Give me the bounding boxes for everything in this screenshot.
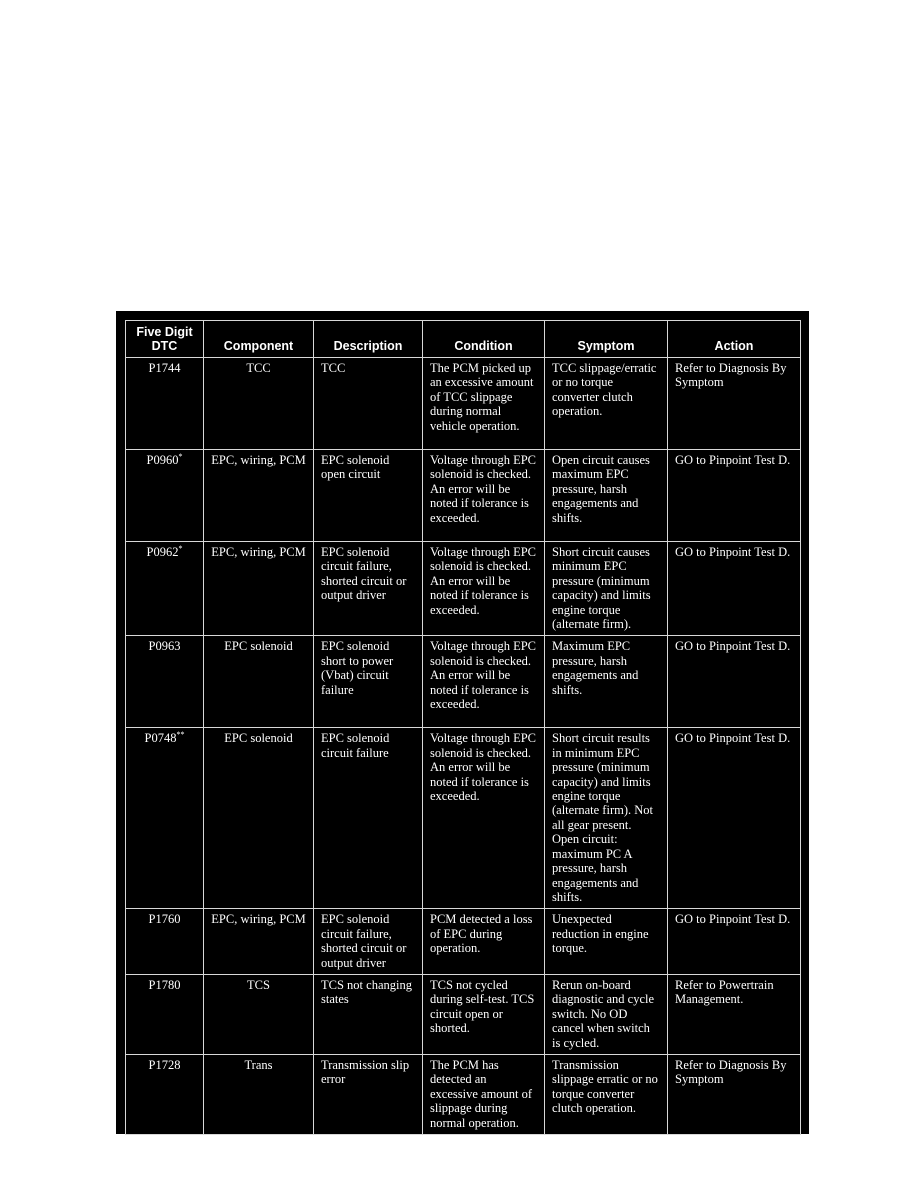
symptom-cell: Unexpected reduction in engine torque. (545, 909, 668, 975)
description-cell: EPC solenoid circuit failure (314, 728, 423, 909)
component-cell: TCS (204, 974, 314, 1054)
description-cell: TCS not changing states (314, 974, 423, 1054)
description-cell: EPC solenoid open circuit (314, 450, 423, 542)
condition-cell: Voltage through EPC solenoid is checked. An error will be noted if tolerance is exceeded. (423, 542, 545, 636)
table-row (126, 1054, 801, 1134)
condition-cell: The PCM has detected an excessive amount of slippage during normal operation. (423, 1054, 545, 1134)
symptom-cell: Short circuit results in minimum EPC pressure (minimum capacity) and limits engine torque (alternate firm). Not all gear present. Open circuit: maximum PC A pressure, harsh engagements and shifts. (545, 728, 668, 909)
component-cell: EPC solenoid (204, 728, 314, 909)
dtc-code-cell (126, 636, 204, 728)
table-header-row (126, 321, 801, 358)
dtc-code: P1760 (148, 912, 181, 927)
table-row (126, 358, 801, 450)
dtc-code-cell (126, 450, 204, 542)
header-symptom: Symptom (545, 321, 668, 358)
description-cell: EPC solenoid circuit failure, shorted circuit or output driver (314, 909, 423, 975)
action-cell: GO to Pinpoint Test D. (668, 636, 801, 728)
description-cell: EPC solenoid short to power (Vbat) circuit failure (314, 636, 423, 728)
dtc-code-cell (126, 728, 204, 909)
component-cell: EPC, wiring, PCM (204, 542, 314, 636)
dtc-code: P0748 (144, 731, 177, 746)
dtc-table (125, 320, 801, 1135)
table-row (126, 909, 801, 975)
dtc-footnote-mark: * (178, 451, 183, 461)
description-cell: Transmission slip error (314, 1054, 423, 1134)
component-cell: EPC, wiring, PCM (204, 909, 314, 975)
header-component: Component (204, 321, 314, 358)
condition-cell: Voltage through EPC solenoid is checked. An error will be noted if tolerance is exceeded. (423, 450, 545, 542)
dtc-footnote-mark: * (178, 543, 183, 553)
table-row (126, 974, 801, 1054)
dtc-code-cell (126, 542, 204, 636)
table-row (126, 636, 801, 728)
condition-cell: TCS not cycled during self-test. TCS circuit open or shorted. (423, 974, 545, 1054)
dtc-code: P0963 (148, 639, 181, 654)
component-cell: EPC solenoid (204, 636, 314, 728)
condition-cell: Voltage through EPC solenoid is checked. An error will be noted if tolerance is exceeded. (423, 728, 545, 909)
symptom-cell: Transmission slippage erratic or no torque converter clutch operation. (545, 1054, 668, 1134)
component-cell: EPC, wiring, PCM (204, 450, 314, 542)
condition-cell: PCM detected a loss of EPC during operation. (423, 909, 545, 975)
table-row (126, 450, 801, 542)
symptom-cell: Maximum EPC pressure, harsh engagements and shifts. (545, 636, 668, 728)
action-cell: Refer to Diagnosis By Symptom (668, 358, 801, 450)
action-cell: GO to Pinpoint Test D. (668, 909, 801, 975)
dtc-code-cell (126, 974, 204, 1054)
condition-cell: The PCM picked up an excessive amount of TCC slippage during normal vehicle operation. (423, 358, 545, 450)
dtc-code-cell (126, 909, 204, 975)
description-cell: EPC solenoid circuit failure, shorted circuit or output driver (314, 542, 423, 636)
table-row (126, 542, 801, 636)
symptom-cell: Rerun on-board diagnostic and cycle switch. No OD cancel when switch is cycled. (545, 974, 668, 1054)
header-condition: Condition (423, 321, 545, 358)
dtc-code-cell (126, 358, 204, 450)
action-cell: GO to Pinpoint Test D. (668, 450, 801, 542)
dtc-code: P0960 (146, 453, 179, 467)
header-action: Action (668, 321, 801, 358)
dtc-code: P1780 (148, 977, 181, 992)
action-cell: Refer to Diagnosis By Symptom (668, 1054, 801, 1134)
symptom-cell: TCC slippage/erratic or no torque converter clutch operation. (545, 358, 668, 450)
description-cell: TCC (314, 358, 423, 450)
dtc-code: P0962 (146, 545, 179, 559)
header-dtc: Five Digit DTC (126, 321, 204, 358)
action-cell: GO to Pinpoint Test D. (668, 728, 801, 909)
dtc-code: P1744 (148, 361, 181, 375)
table-row (126, 728, 801, 909)
action-cell: GO to Pinpoint Test D. (668, 542, 801, 636)
dtc-code-cell (126, 1054, 204, 1134)
component-cell: TCC (204, 358, 314, 450)
component-cell: Trans (204, 1054, 314, 1134)
symptom-cell: Open circuit causes maximum EPC pressure, harsh engagements and shifts. (545, 450, 668, 542)
dtc-footnote-mark: ** (176, 730, 185, 740)
condition-cell: Voltage through EPC solenoid is checked. An error will be noted if tolerance is exceeded. (423, 636, 545, 728)
action-cell: Refer to Powertrain Management. (668, 974, 801, 1054)
dtc-code: P1728 (148, 1057, 181, 1072)
header-description: Description (314, 321, 423, 358)
dtc-table-panel (116, 311, 809, 1134)
symptom-cell: Short circuit causes minimum EPC pressure (minimum capacity) and limits engine torque (alternate firm). (545, 542, 668, 636)
